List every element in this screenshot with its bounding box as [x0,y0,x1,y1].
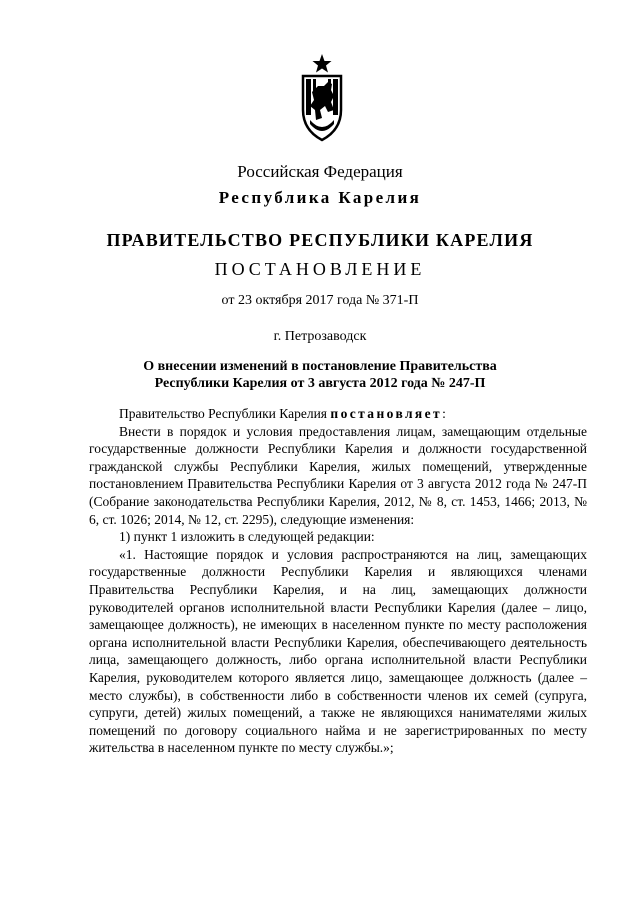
paragraph-3: «1. Настоящие порядок и условия распространяются на лиц, замещающих государственные должности Республики Карелия и являющихся членами Правительства Республики Карелия, и на лиц, замещающих должности руководителей органов исполнительной власти Республики Карелия (далее – лицо, замещающее должность), не имеющих в населенном пункте по месту расположения органа исполнительной власти Республики Карелия, обеспечивающего деятельность лица, замещающего должность, либо органа исполнительной власти Республики Карелия, руководителем которого является лицо, замещающее должность (далее – место службы), в собственности либо в собственности членов их семей (супруга, супруги, детей) жилых помещений, а также не являющихся нанимателями жилых помещений по договору социального найма и не зарегистрированных по месту жительства в населенном пункте по месту службы.»; [89,546,587,756]
preamble-end: : [442,406,446,421]
karelia-coat-of-arms-icon [298,52,346,144]
document-title [0,358,640,392]
preamble [89,405,587,423]
country-name: Российская Федерация [237,162,403,181]
document-date-number: от 23 октября 2017 года № 371-П [221,293,419,308]
document-city: г. Петрозаводск [273,329,367,344]
preamble-text: Правительство Республики Карелия [119,406,328,421]
document-body [89,405,587,757]
document-title-line-2: Республики Карелия от 3 августа 2012 года № 247-П [154,376,486,391]
paragraph-2: 1) пункт 1 изложить в следующей редакции: [119,529,375,545]
document-type: ПОСТАНОВЛЕНИЕ [214,259,426,279]
document-title-line-1: О внесении изменений в постановление Правительства [143,359,497,374]
government-name: ПРАВИТЕЛЬСТВО РЕСПУБЛИКИ КАРЕЛИЯ [106,230,534,250]
republic-name: Республика Карелия [218,188,422,207]
paragraph-1: Внести в порядок и условия предоставления лицам, замещающим отдельные государственные должности Республики Карелия и должности государственной гражданской службы Республики Карелия, жилых помещений, утвержденные постановлением Правительства Республики Карелия от 3 августа 2012 года № 247-П (Собрание законодательства Республики Карелия, 2012, № 8, ст. 1453, 1466; 2013, № 6, ст. 1026; 2014, № 12, ст. 2295), следующие изменения: [89,423,587,527]
decree-word: постановляет [330,406,443,421]
